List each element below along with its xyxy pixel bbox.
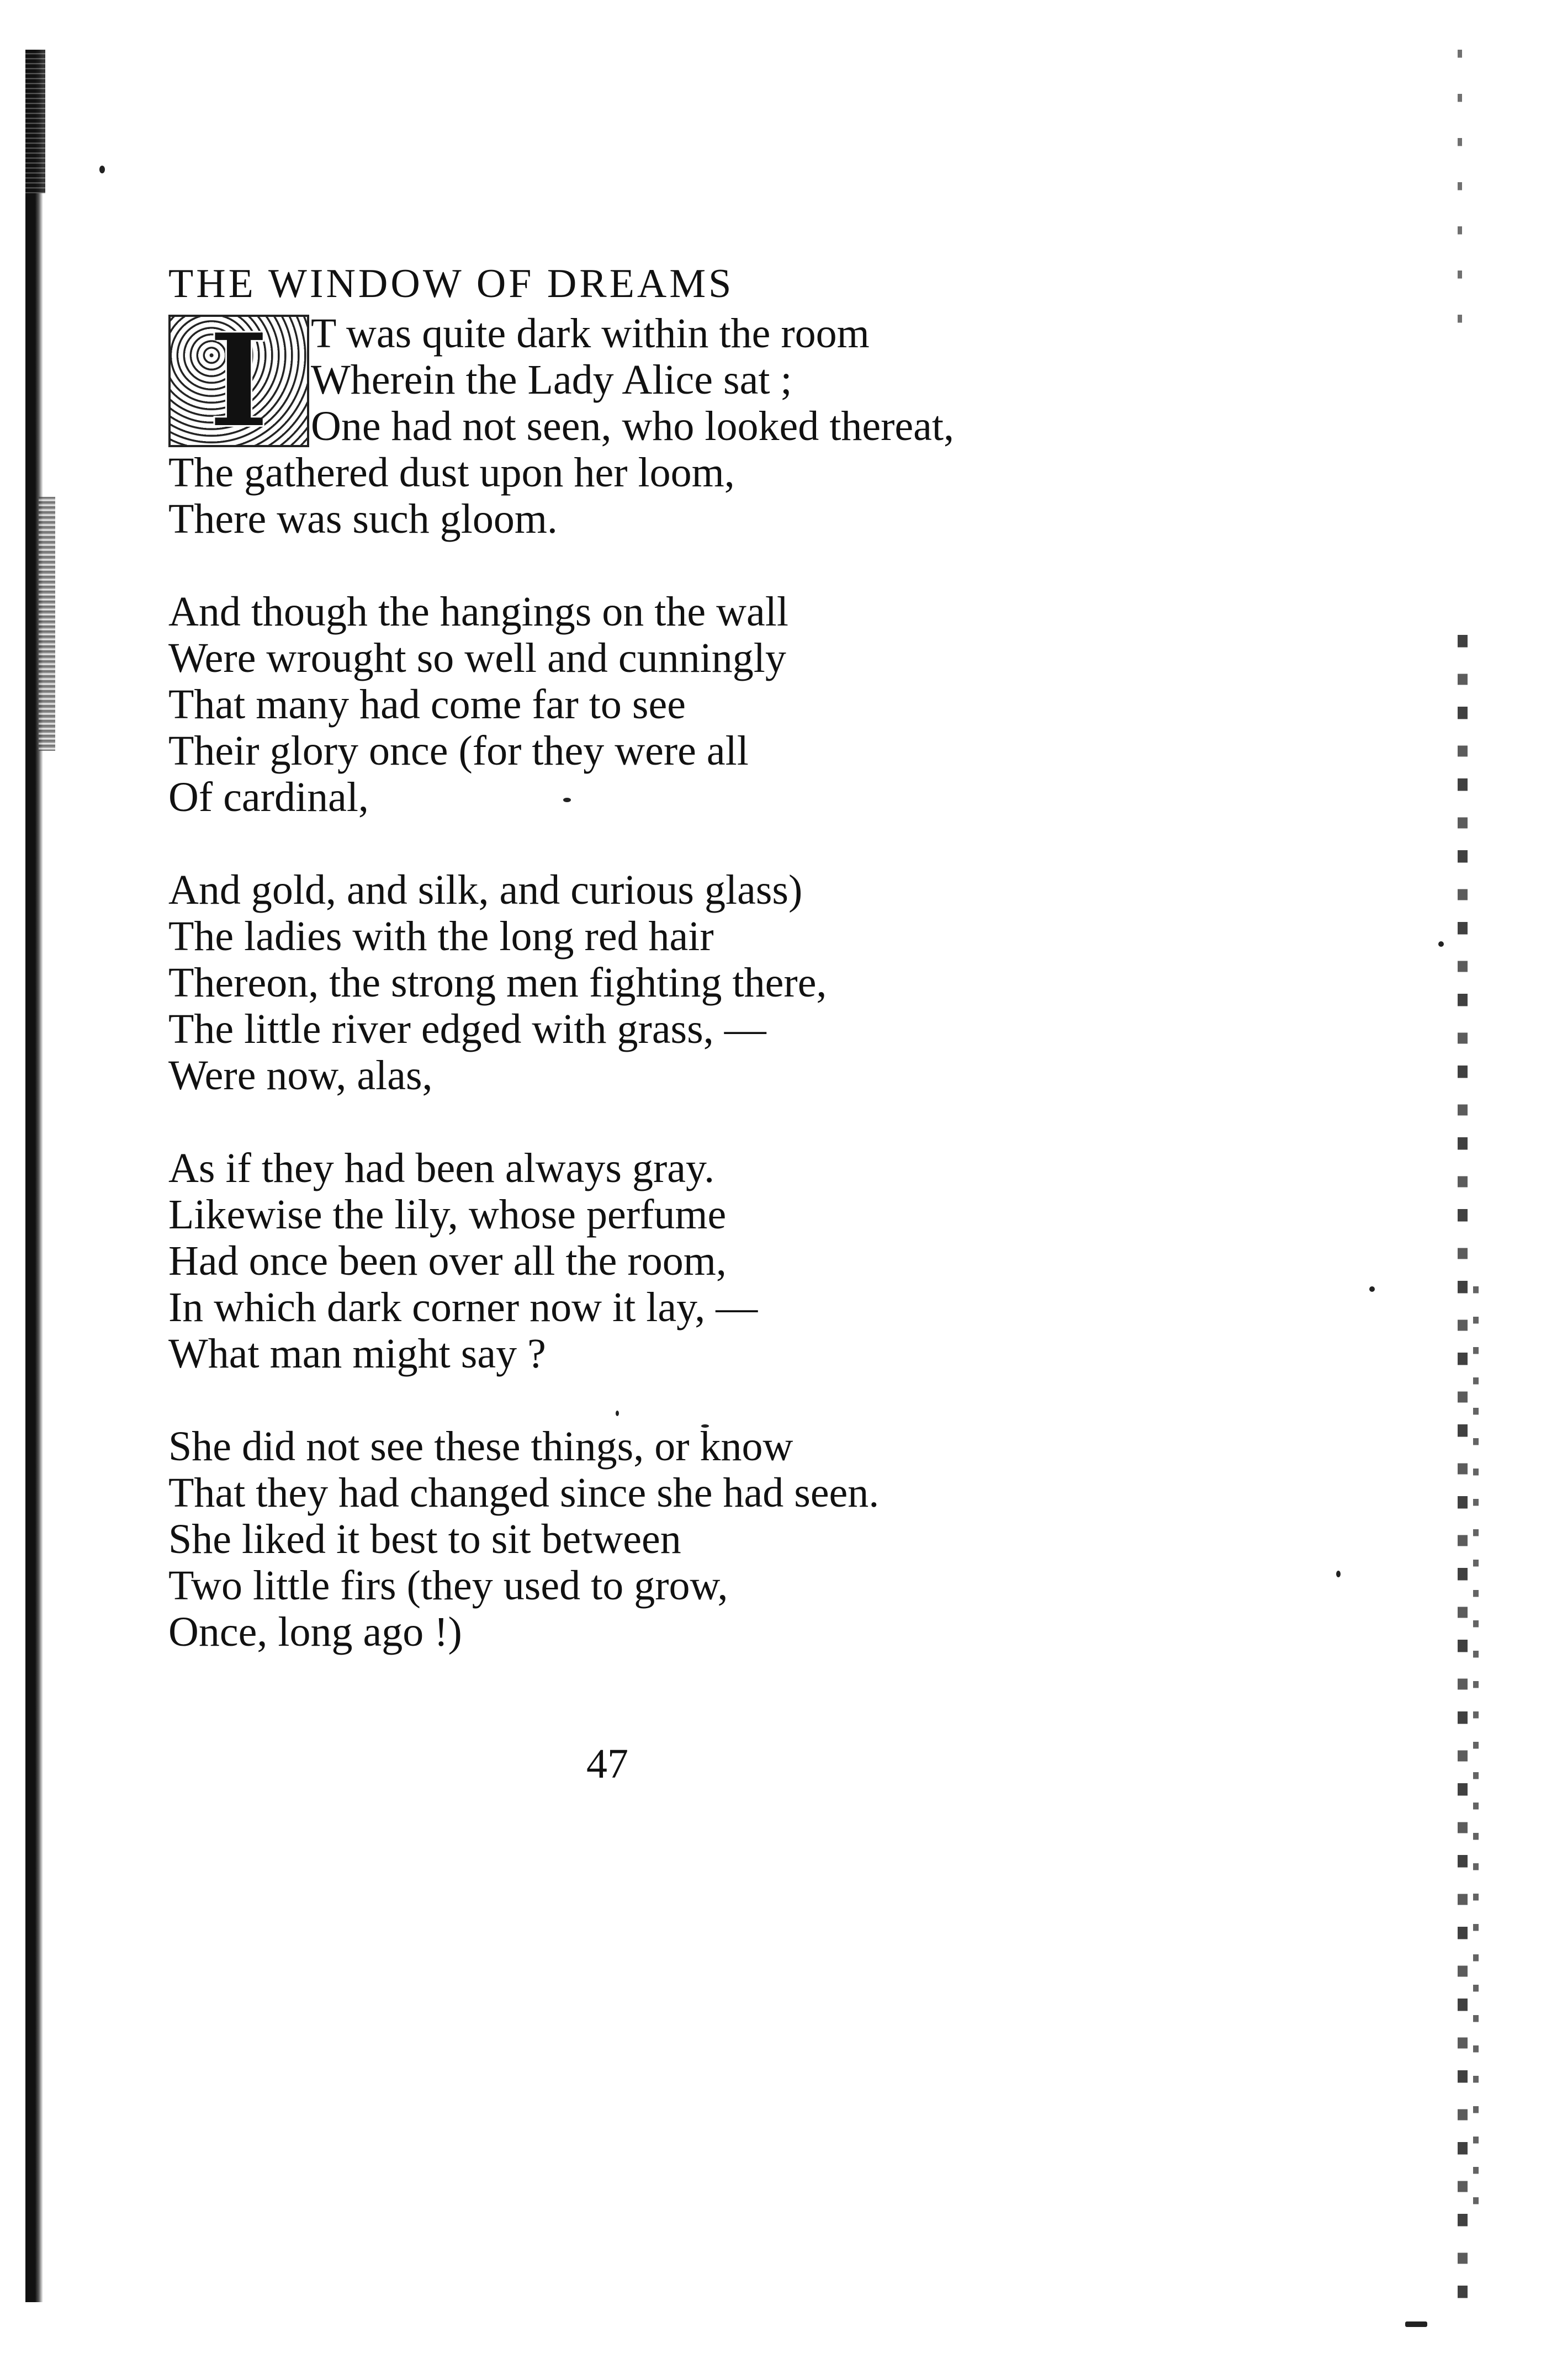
- scan-speck: [99, 166, 105, 173]
- poem-line: She liked it best to sit between: [168, 1516, 681, 1562]
- poem-title: THE WINDOW OF DREAMS: [168, 261, 734, 306]
- poem-line: In which dark corner now it lay, —: [168, 1284, 758, 1331]
- poem-line: Were wrought so well and cunningly: [168, 635, 786, 681]
- poem-line: And though the hangings on the wall: [168, 589, 788, 635]
- poem-line: T was quite dark within the room: [311, 310, 870, 357]
- poem-line: And gold, and silk, and curious glass): [168, 867, 803, 913]
- binding-edge-texture-top: [25, 50, 45, 193]
- page-number: 47: [586, 1741, 628, 1787]
- ornamental-drop-cap-icon: [168, 315, 309, 447]
- poem-line: One had not seen, who looked thereat,: [311, 403, 954, 449]
- scan-speck: [1438, 941, 1444, 947]
- poem-line: As if they had been always gray.: [168, 1145, 715, 1191]
- drop-cap-letter: I: [209, 315, 269, 447]
- poem: [168, 259, 1427, 1655]
- poem-line: Of cardinal,: [168, 774, 369, 820]
- scan-speck: [1405, 2321, 1427, 2327]
- stanza-4: [168, 1145, 1427, 1377]
- poem-line: Wherein the Lady Alice sat ;: [311, 357, 792, 403]
- poem-line: There was such gloom.: [168, 496, 558, 542]
- poem-line: Likewise the lily, whose perfume: [168, 1191, 727, 1238]
- poem-line: That many had come far to see: [168, 681, 686, 728]
- poem-line: That they had changed since she had seen.: [168, 1470, 880, 1516]
- stanza-1: [168, 310, 1427, 542]
- poem-line: What man might say ?: [168, 1331, 546, 1377]
- stanza-gap: [168, 820, 1427, 867]
- binding-edge-texture-mid: [39, 497, 55, 751]
- stanza-3: [168, 867, 1427, 1099]
- right-edge-marks-top: [1458, 50, 1462, 326]
- right-edge-marks: [1458, 635, 1468, 2319]
- poem-line: Once, long ago !): [168, 1609, 462, 1655]
- poem-line: Two little firs (they used to grow,: [168, 1562, 728, 1609]
- poem-line: Were now, alas,: [168, 1052, 433, 1099]
- poem-line: Their glory once (for they were all: [168, 728, 749, 774]
- poem-line: Had once been over all the room,: [168, 1238, 727, 1284]
- right-edge-marks-secondary: [1473, 1286, 1479, 2225]
- stanza-gap: [168, 1377, 1427, 1423]
- poem-line: The gathered dust upon her loom,: [168, 449, 735, 496]
- binding-edge-shadow: [25, 50, 43, 2302]
- poem-line: The ladies with the long red hair: [168, 913, 714, 960]
- stanza-gap: [168, 542, 1427, 589]
- poem-line: The little river edged with grass, —: [168, 1006, 766, 1052]
- stanza-5: [168, 1423, 1427, 1655]
- stanza-gap: [168, 1099, 1427, 1145]
- poem-line: Thereon, the strong men fighting there,: [168, 960, 827, 1006]
- stanza-2: [168, 589, 1427, 820]
- poem-line: She did not see these things, or know: [168, 1423, 793, 1470]
